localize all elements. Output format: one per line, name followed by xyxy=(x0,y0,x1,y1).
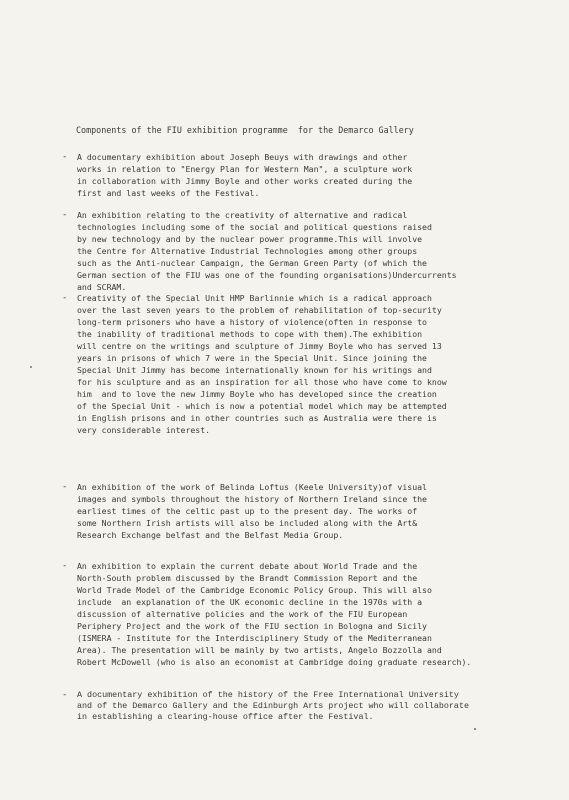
item-line: and SCRAM. xyxy=(77,282,127,292)
item-line: over the last seven years to the problem of rehabilitation of top-security xyxy=(77,305,442,315)
item-line: images and symbols throughout the history of Northern Ireland since the xyxy=(77,494,427,504)
item-bullet: - xyxy=(62,210,68,220)
item-line: An exhibition to explain the current debate about World Trade and the xyxy=(77,561,418,571)
item-line: North-South problem discussed by the Brandt Commission Report and the xyxy=(77,573,418,583)
item-line: technologies including some of the social and political questions raised xyxy=(77,222,432,232)
item-bullet: - xyxy=(62,152,68,162)
item-line: Robert McDowell (who is also an economist at Cambridge doing graduate research). xyxy=(77,657,472,667)
item-line: A documentary exhibition of the history of the Free International University xyxy=(77,690,459,700)
item-line: some Northern Irish artists will also be included along with the Art& xyxy=(77,518,418,528)
item-line: A documentary exhibition about Joseph Beuys with drawings and other xyxy=(77,152,408,162)
item-line: first and last weeks of the Festival. xyxy=(77,188,260,198)
item-line: for his sculpture and as an inspiration for all those who have come to know xyxy=(77,377,447,387)
item-line: Special Unit Jimmy has become internationally known for his writings and xyxy=(77,365,432,375)
item-line: include an explanation of the UK economic decline in the 1970s with a xyxy=(77,597,423,607)
item-line: An exhibition of the work of Belinda Loftus (Keele University)of visual xyxy=(77,482,427,492)
item-line: will centre on the writings and sculpture of Jimmy Boyle who has served 13 xyxy=(77,341,442,351)
item-line: Creativity of the Special Unit HMP Barlinnie which is a radical approach xyxy=(77,293,432,303)
item-line: German section of the FIU was one of the founding organisations)Undercurrents xyxy=(77,270,457,280)
item-line: and of the Demarco Gallery and the Edinburgh Arts project who will collaborate xyxy=(77,701,470,711)
item-line: such as the Anti-nuclear Campaign, the German Green Party (of which the xyxy=(77,258,427,268)
item-bullet: - xyxy=(62,482,68,492)
paper-speck xyxy=(474,728,476,730)
item-line: him and to love the new Jimmy Boyle who has developed since the creation xyxy=(77,389,437,399)
item-bullet: - xyxy=(62,561,68,571)
document-heading: Components of the FIU exhibition programme for the Demarco Gallery xyxy=(76,125,414,135)
paper-speck xyxy=(30,366,32,368)
item-line: World Trade Model of the Cambridge Economic Policy Group. This will also xyxy=(77,585,432,595)
item-line: Area). The presentation will be mainly by two artists, Angelo Bozzolla and xyxy=(77,645,442,655)
item-line: An exhibition relating to the creativity of alternative and radical xyxy=(77,210,408,220)
item-bullet: - xyxy=(62,293,68,303)
item-line: (ISMERA - Institute for the Interdisciplinery Study of the Mediterranean xyxy=(77,633,432,643)
item-line: Periphery Project and the work of the FIU section in Bologna and Sicily xyxy=(77,621,427,631)
item-line: of the Special Unit - which is now a potential model which may be attempted xyxy=(77,401,447,411)
item-line: the inability of traditional methods to cope with them).The exhibition xyxy=(77,329,423,339)
item-line: years in prisons of which 7 were in the Special Unit. Since joining the xyxy=(77,353,427,363)
item-line: long-term prisoners who have a history of violence(often in response to xyxy=(77,317,427,327)
item-bullet: - xyxy=(62,690,68,700)
item-line: earliest times of the celtic past up to the present day. The works of xyxy=(77,506,418,516)
item-line: very considerable interest. xyxy=(77,425,211,435)
item-line: by new technology and by the nuclear power programme.This will involve xyxy=(77,234,423,244)
item-line: discussion of alternative policies and the work of the FIU European xyxy=(77,609,408,619)
item-line: in collaboration with Jimmy Boyle and other works created during the xyxy=(77,176,413,186)
item-line: the Centre for Alternative Industrial Technologies among other groups xyxy=(77,246,418,256)
item-line: in establishing a clearing-house office after the Festival. xyxy=(77,712,374,722)
item-line: in English prisons and in other countries such as Australia were there is xyxy=(77,413,437,423)
item-line: Research Exchange belfast and the Belfast Media Group. xyxy=(77,530,344,540)
item-line: works in relation to "Energy Plan for Western Man", a sculpture work xyxy=(77,164,413,174)
